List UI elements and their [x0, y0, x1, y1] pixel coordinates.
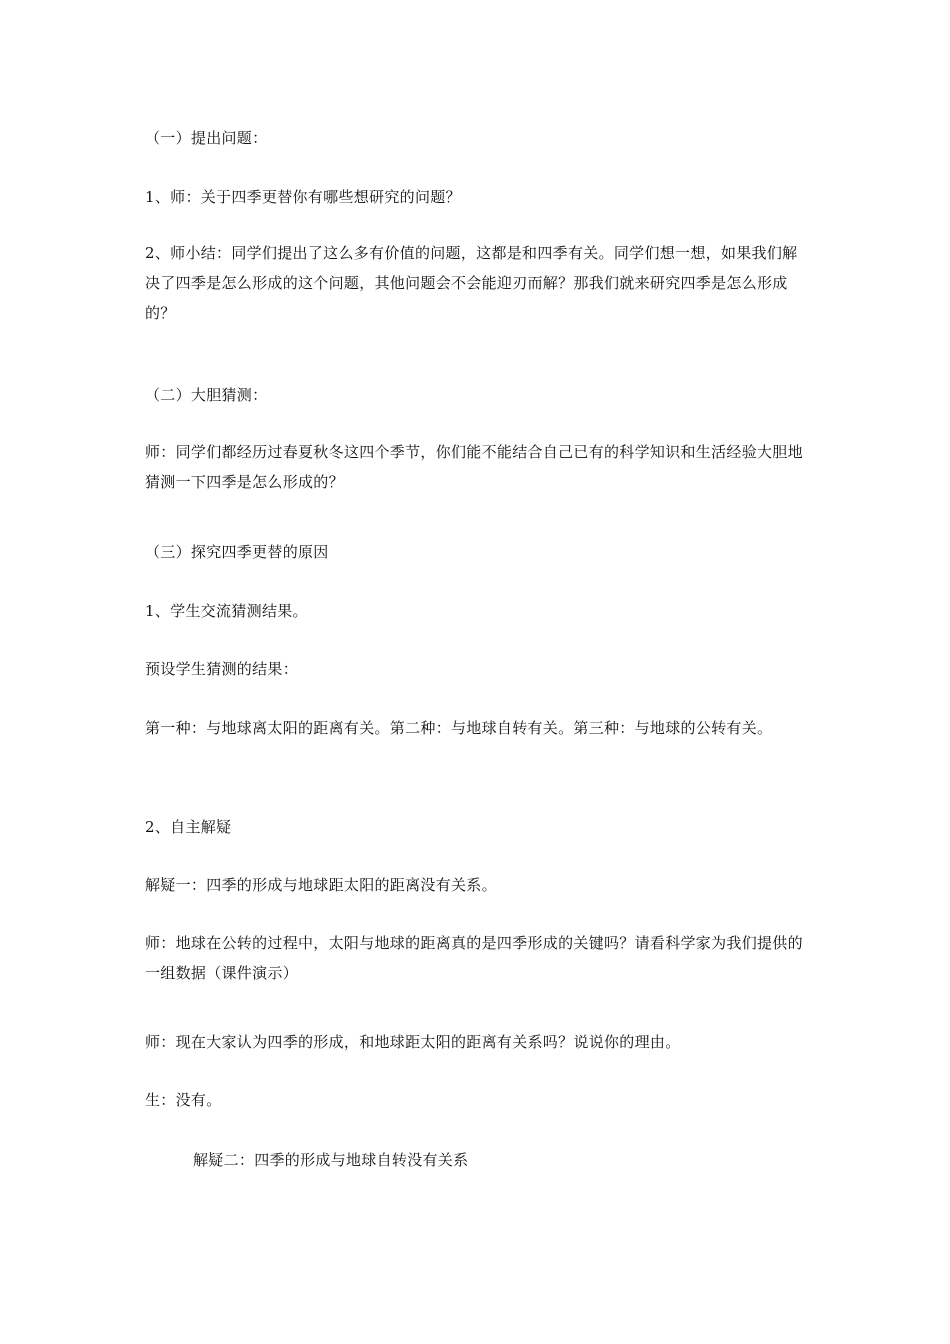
paragraph: 1、学生交流猜测结果。	[145, 602, 308, 620]
section-heading-2: （二）大胆猜测：	[145, 386, 268, 404]
section-heading-1: （一）提出问题：	[145, 129, 268, 147]
paragraph: 解疑二：四季的形成与地球自转没有关系	[193, 1151, 469, 1169]
paragraph: 1、师：关于四季更替你有哪些想研究的问题？	[145, 188, 461, 206]
paragraph: 师：现在大家认为四季的形成，和地球距太阳的距离有关系吗？说说你的理由。	[145, 1033, 681, 1051]
section-heading-3: （三）探究四季更替的原因	[145, 543, 329, 561]
paragraph: 预设学生猜测的结果：	[145, 660, 299, 678]
paragraph: 解疑一：四季的形成与地球距太阳的距离没有关系。	[145, 876, 497, 894]
paragraph: 2、自主解疑	[145, 818, 232, 836]
paragraph: 师：地球在公转的过程中，太阳与地球的距离真的是四季形成的关键吗？请看科学家为我们提供的一组数据（课件演示）	[145, 934, 803, 982]
paragraph: 师：同学们都经历过春夏秋冬这四个季节，你们能不能结合自己已有的科学知识和生活经验大胆地猜测一下四季是怎么形成的？	[145, 443, 803, 491]
paragraph: 生：没有。	[145, 1091, 222, 1109]
paragraph: 第一种：与地球离太阳的距离有关。第二种：与地球自转有关。第三种：与地球的公转有关。	[145, 719, 773, 737]
paragraph: 2、师小结：同学们提出了这么多有价值的问题，这都是和四季有关。同学们想一想，如果我们解决了四季是怎么形成的这个问题，其他问题会不会能迎刃而解？那我们就来研究四季是怎么形成的？	[145, 244, 798, 322]
